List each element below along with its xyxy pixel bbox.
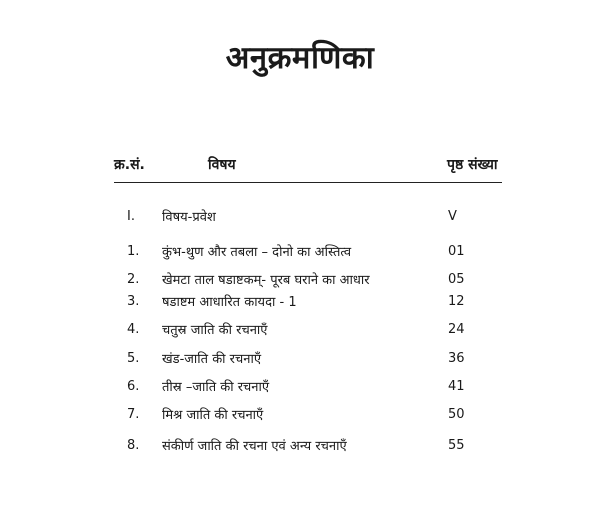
entry-number: 3. [127,294,140,309]
column-header-subject: विषय [208,157,236,173]
entry-subject: खंड-जाति की रचनाएँ [162,352,262,367]
entry-page: 36 [448,351,465,366]
column-header-page: पृष्ठ संख्या [447,157,498,173]
toc-entry-1 [0,242,600,264]
entry-page: 05 [448,272,465,287]
entry-page: 55 [448,438,465,453]
toc-entry-8 [0,436,600,458]
entry-page: 41 [448,379,465,394]
toc-entry-intro [0,207,600,229]
entry-number: I. [127,209,135,224]
toc-entry-3 [0,292,600,314]
entry-subject: कुंभ-थुण और तबला – दोनो का अस्तित्व [162,245,352,260]
toc-entry-5 [0,349,600,371]
entry-number: 7. [127,407,140,422]
entry-page: 24 [448,322,465,337]
entry-number: 6. [127,379,140,394]
header-divider [114,182,502,183]
entry-number: 5. [127,351,140,366]
entry-page: 01 [448,244,465,259]
entry-number: 8. [127,438,140,453]
entry-subject: षडाष्टम आधारित कायदा - 1 [162,295,297,310]
entry-page: 50 [448,407,465,422]
toc-entry-7 [0,405,600,427]
entry-number: 1. [127,244,140,259]
page-title: अनुक्रमणिका [225,40,375,76]
entry-number: 2. [127,272,140,287]
entry-subject: तीस्र –जाति की रचनाएँ [162,380,270,395]
entry-subject: खेमटा ताल षडाष्टकम्- पूरब घराने का आधार [162,273,370,288]
entry-subject: विषय-प्रवेश [162,210,216,225]
toc-entry-6 [0,377,600,399]
column-header-number: क्र.सं. [114,157,145,173]
entry-subject: संकीर्ण जाति की रचना एवं अन्य रचनाएँ [162,439,347,454]
entry-subject: चतुस्र जाति की रचनाएँ [162,323,268,338]
toc-entry-2 [0,270,600,292]
entry-page: V [448,209,457,224]
entry-subject: मिश्र जाति की रचनाएँ [162,408,264,423]
entry-page: 12 [448,294,465,309]
entry-number: 4. [127,322,140,337]
toc-entry-4 [0,320,600,342]
